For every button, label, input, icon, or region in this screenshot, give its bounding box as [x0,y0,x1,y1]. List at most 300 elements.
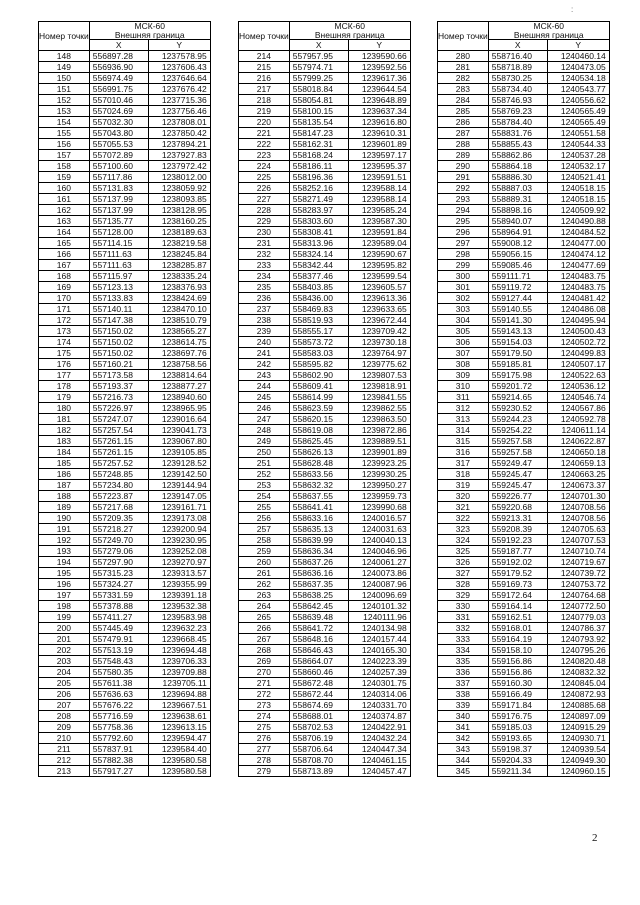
x-coordinate-cell: 558637.55 [289,491,348,502]
coordinate-system-header [488,22,609,40]
table-row [438,546,610,557]
y-coordinate-cell: 1240673.37 [547,480,609,491]
y-coordinate-cell: 1240845.04 [547,678,609,689]
x-coordinate-cell: 557297.90 [89,557,148,568]
table-row [239,216,411,227]
table-row [438,337,610,348]
y-coordinate-cell: 1239633.65 [348,304,410,315]
x-coordinate-cell: 557128.00 [89,227,148,238]
point-number-cell: 170 [39,293,90,304]
x-coordinate-cell: 557611.38 [89,678,148,689]
table-row [438,161,610,172]
point-number-cell: 257 [239,524,290,535]
x-coordinate-cell: 557999.25 [289,73,348,84]
y-header: Y [148,40,210,51]
point-number-cell: 264 [239,601,290,612]
table-row [39,205,211,216]
point-number-header: Номер точки [438,22,489,51]
point-number-cell: 171 [39,304,90,315]
x-coordinate-cell: 559185.03 [488,722,547,733]
point-number-cell: 312 [438,403,489,414]
x-coordinate-cell: 558609.41 [289,381,348,392]
table-row [438,491,610,502]
point-number-cell: 325 [438,546,489,557]
y-coordinate-cell: 1240101.32 [348,601,410,612]
y-coordinate-cell: 1239590.67 [348,249,410,260]
x-coordinate-cell: 558639.99 [289,535,348,546]
y-coordinate-cell: 1239313.57 [148,568,210,579]
table-row [239,700,411,711]
point-number-cell: 341 [438,722,489,733]
x-coordinate-cell: 558342.44 [289,260,348,271]
table-row [39,106,211,117]
table-row [39,513,211,524]
x-coordinate-cell: 559257.58 [488,436,547,447]
y-coordinate-cell: 1239694.88 [148,689,210,700]
table-row [438,139,610,150]
x-coordinate-cell: 557072.89 [89,150,148,161]
page-number: 2 [592,832,598,844]
y-coordinate-cell: 1240786.37 [547,623,609,634]
point-number-cell: 209 [39,722,90,733]
table-row [239,150,411,161]
table-row [39,315,211,326]
table-row [39,403,211,414]
table-row [39,524,211,535]
y-coordinate-cell: 1239709.42 [348,326,410,337]
point-number-cell: 148 [39,51,90,62]
y-coordinate-cell: 1239391.18 [148,590,210,601]
x-coordinate-cell: 558646.43 [289,645,348,656]
table-row [39,579,211,590]
point-number-cell: 153 [39,106,90,117]
y-coordinate-cell: 1239923.25 [348,458,410,469]
y-coordinate-cell: 1237808.01 [148,117,210,128]
y-coordinate-cell: 1239667.51 [148,700,210,711]
point-number-cell: 339 [438,700,489,711]
point-number-cell: 328 [438,579,489,590]
y-coordinate-cell: 1239589.04 [348,238,410,249]
table-row [239,722,411,733]
x-coordinate-cell: 559171.84 [488,700,547,711]
x-coordinate-cell: 558436.00 [289,293,348,304]
table-row [239,469,411,480]
point-number-cell: 210 [39,733,90,744]
x-coordinate-cell: 558271.49 [289,194,348,205]
x-header: X [89,40,148,51]
y-coordinate-cell: 1239580.58 [148,766,210,777]
x-coordinate-cell: 558147.23 [289,128,348,139]
table-row [239,293,411,304]
table-row [438,458,610,469]
x-coordinate-cell: 559162.51 [488,612,547,623]
y-coordinate-cell: 1240046.96 [348,546,410,557]
x-coordinate-cell: 558713.89 [289,766,348,777]
table-row [39,535,211,546]
point-number-cell: 267 [239,634,290,645]
table-row [438,128,610,139]
x-coordinate-cell: 558283.97 [289,205,348,216]
point-number-cell: 222 [239,139,290,150]
point-number-cell: 208 [39,711,90,722]
table-row [239,403,411,414]
table-row [39,128,211,139]
y-coordinate-cell: 1239959.73 [348,491,410,502]
table-row [438,95,610,106]
point-number-cell: 239 [239,326,290,337]
point-number-cell: 164 [39,227,90,238]
table-row [39,216,211,227]
point-number-cell: 335 [438,656,489,667]
table-row [438,106,610,117]
y-coordinate-cell: 1239668.45 [148,634,210,645]
x-coordinate-cell: 558964.91 [488,227,547,238]
table-row [438,216,610,227]
x-coordinate-cell: 557882.38 [89,755,148,766]
y-coordinate-cell: 1239230.95 [148,535,210,546]
table-row [239,161,411,172]
y-coordinate-cell: 1240705.63 [547,524,609,535]
table-row [39,414,211,425]
x-coordinate-cell: 558708.70 [289,755,348,766]
x-coordinate-cell: 556974.49 [89,73,148,84]
point-number-cell: 225 [239,172,290,183]
point-number-cell: 177 [39,370,90,381]
x-coordinate-cell: 559192.02 [488,557,547,568]
y-coordinate-cell: 1239644.54 [348,84,410,95]
x-coordinate-cell: 557716.59 [89,711,148,722]
table-row [438,469,610,480]
x-coordinate-cell: 557223.87 [89,491,148,502]
point-number-cell: 314 [438,425,489,436]
point-number-cell: 169 [39,282,90,293]
table-row [39,271,211,282]
y-coordinate-cell: 1238128.95 [148,205,210,216]
x-coordinate-cell: 557315.23 [89,568,148,579]
x-coordinate-cell: 557216.73 [89,392,148,403]
x-coordinate-cell: 558734.40 [488,84,547,95]
x-coordinate-cell: 559156.86 [488,667,547,678]
point-number-cell: 252 [239,469,290,480]
y-coordinate-cell: 1239901.89 [348,447,410,458]
table-row [239,139,411,150]
y-coordinate-cell: 1240764.68 [547,590,609,601]
point-number-cell: 288 [438,139,489,150]
x-coordinate-cell: 556936.90 [89,62,148,73]
x-coordinate-cell: 558633.16 [289,513,348,524]
y-coordinate-cell: 1240507.17 [547,359,609,370]
y-coordinate-cell: 1240490.88 [547,216,609,227]
point-number-cell: 230 [239,227,290,238]
x-coordinate-cell: 558469.83 [289,304,348,315]
x-coordinate-cell: 557100.60 [89,161,148,172]
y-header: Y [547,40,609,51]
x-coordinate-cell: 558746.93 [488,95,547,106]
point-number-cell: 242 [239,359,290,370]
point-number-cell: 307 [438,348,489,359]
x-coordinate-cell: 558635.13 [289,524,348,535]
table-row [39,700,211,711]
point-number-cell: 329 [438,590,489,601]
x-coordinate-cell: 558595.82 [289,359,348,370]
point-number-cell: 221 [239,128,290,139]
point-number-cell: 182 [39,425,90,436]
point-number-cell: 270 [239,667,290,678]
x-coordinate-cell: 559172.64 [488,590,547,601]
point-number-cell: 217 [239,84,290,95]
table-row [39,326,211,337]
x-coordinate-cell: 557411.27 [89,612,148,623]
x-coordinate-cell: 559141.30 [488,315,547,326]
point-number-cell: 330 [438,601,489,612]
x-coordinate-cell: 558625.45 [289,436,348,447]
y-coordinate-cell: 1237894.21 [148,139,210,150]
y-coordinate-cell: 1239142.50 [148,469,210,480]
y-coordinate-cell: 1239841.55 [348,392,410,403]
point-number-cell: 251 [239,458,290,469]
point-number-cell: 311 [438,392,489,403]
x-coordinate-cell: 559214.65 [488,392,547,403]
x-coordinate-cell: 559164.14 [488,601,547,612]
table-row [438,579,610,590]
table-row [39,425,211,436]
y-coordinate-cell: 1239591.51 [348,172,410,183]
y-coordinate-cell: 1237578.95 [148,51,210,62]
point-number-cell: 245 [239,392,290,403]
y-coordinate-cell: 1240622.87 [547,436,609,447]
point-number-cell: 163 [39,216,90,227]
point-number-header: Номер точки [39,22,90,51]
corner-mark: : [571,5,574,14]
table-row [39,348,211,359]
point-number-cell: 189 [39,502,90,513]
table-row [39,392,211,403]
x-coordinate-cell: 558660.46 [289,667,348,678]
point-number-cell: 235 [239,282,290,293]
y-coordinate-cell: 1240257.39 [348,667,410,678]
y-coordinate-cell: 1240481.42 [547,293,609,304]
table-row [438,689,610,700]
table-row [239,524,411,535]
y-coordinate-cell: 1240483.75 [547,282,609,293]
table-row [438,480,610,491]
y-coordinate-cell: 1240495.94 [547,315,609,326]
x-coordinate-cell: 558583.03 [289,348,348,359]
y-coordinate-cell: 1240031.63 [348,524,410,535]
x-coordinate-cell: 557257.54 [89,425,148,436]
y-coordinate-cell: 1239613.15 [148,722,210,733]
point-number-cell: 294 [438,205,489,216]
y-coordinate-cell: 1240460.14 [547,51,609,62]
point-number-cell: 174 [39,337,90,348]
x-coordinate-cell: 557117.86 [89,172,148,183]
table-row [239,359,411,370]
table-row [438,194,610,205]
point-number-cell: 253 [239,480,290,491]
point-number-cell: 195 [39,568,90,579]
point-number-cell: 223 [239,150,290,161]
table-row [39,601,211,612]
x-coordinate-cell: 559244.23 [488,414,547,425]
y-coordinate-cell: 1240499.83 [547,348,609,359]
y-coordinate-cell: 1240659.13 [547,458,609,469]
point-number-cell: 200 [39,623,90,634]
x-coordinate-cell: 558633.56 [289,469,348,480]
x-coordinate-cell: 558855.43 [488,139,547,150]
point-number-cell: 326 [438,557,489,568]
x-coordinate-cell: 559193.65 [488,733,547,744]
point-number-cell: 275 [239,722,290,733]
y-coordinate-cell: 1240111.96 [348,612,410,623]
x-coordinate-cell: 558702.53 [289,722,348,733]
y-coordinate-cell: 1240331.70 [348,700,410,711]
boundary-name: Внешняя граница [513,29,584,40]
table-row [438,293,610,304]
x-coordinate-cell: 559245.47 [488,480,547,491]
y-coordinate-cell: 1240474.12 [547,249,609,260]
x-coordinate-cell: 558303.60 [289,216,348,227]
table-row [39,161,211,172]
table-row [239,744,411,755]
point-number-cell: 278 [239,755,290,766]
point-number-cell: 301 [438,282,489,293]
x-coordinate-cell: 559208.39 [488,524,547,535]
table-row [239,227,411,238]
y-coordinate-cell: 1239930.25 [348,469,410,480]
y-coordinate-cell: 1240500.43 [547,326,609,337]
table-row [438,436,610,447]
table-row [438,645,610,656]
x-coordinate-cell: 557636.63 [89,689,148,700]
y-coordinate-cell: 1238285.87 [148,260,210,271]
point-number-cell: 334 [438,645,489,656]
table-row [438,513,610,524]
y-coordinate-cell: 1240795.26 [547,645,609,656]
y-coordinate-cell: 1239595.82 [348,260,410,271]
table-row [239,392,411,403]
table-row [39,249,211,260]
point-number-cell: 215 [239,62,290,73]
x-coordinate-cell: 558619.08 [289,425,348,436]
point-number-cell: 167 [39,260,90,271]
x-coordinate-cell: 558706.64 [289,744,348,755]
x-coordinate-cell: 557248.85 [89,469,148,480]
y-coordinate-cell: 1240016.57 [348,513,410,524]
x-coordinate-cell: 559226.77 [488,491,547,502]
table-row [39,381,211,392]
x-coordinate-cell: 557249.70 [89,535,148,546]
x-coordinate-cell: 557131.83 [89,183,148,194]
point-number-cell: 333 [438,634,489,645]
table-row [239,458,411,469]
table-row [438,370,610,381]
table-row [39,458,211,469]
coordinates-table-1 [38,21,211,777]
y-coordinate-cell: 1239588.14 [348,183,410,194]
boundary-name: Внешняя граница [114,29,185,40]
y-coordinate-cell: 1240374.87 [348,711,410,722]
point-number-cell: 255 [239,502,290,513]
x-coordinate-cell: 557957.95 [289,51,348,62]
table-row [39,183,211,194]
table-row [39,744,211,755]
table-row [438,612,610,623]
point-number-cell: 220 [239,117,290,128]
table-row [239,480,411,491]
y-coordinate-cell: 1240565.49 [547,117,609,128]
x-coordinate-cell: 558940.07 [488,216,547,227]
point-number-cell: 336 [438,667,489,678]
y-coordinate-cell: 1239128.52 [148,458,210,469]
point-number-cell: 247 [239,414,290,425]
point-number-cell: 244 [239,381,290,392]
y-coordinate-cell: 1239648.89 [348,95,410,106]
table-row [438,414,610,425]
y-coordinate-cell: 1240663.25 [547,469,609,480]
point-number-cell: 283 [438,84,489,95]
table-row [39,612,211,623]
x-coordinate-cell: 558887.03 [488,183,547,194]
x-coordinate-cell: 557279.06 [89,546,148,557]
point-number-cell: 306 [438,337,489,348]
point-number-cell: 344 [438,755,489,766]
table-row [39,84,211,95]
table-row [239,656,411,667]
table-row [39,546,211,557]
x-coordinate-cell: 557324.27 [89,579,148,590]
y-coordinate-cell: 1240301.75 [348,678,410,689]
point-number-cell: 269 [239,656,290,667]
table-row [39,568,211,579]
x-coordinate-cell: 559143.13 [488,326,547,337]
y-coordinate-cell: 1240650.18 [547,447,609,458]
point-number-cell: 243 [239,370,290,381]
y-coordinate-cell: 1238189.63 [148,227,210,238]
x-coordinate-cell: 559158.10 [488,645,547,656]
point-number-cell: 231 [239,238,290,249]
system-name: МСК-60 [533,21,564,31]
point-number-cell: 152 [39,95,90,106]
y-coordinate-cell: 1238877.27 [148,381,210,392]
point-number-cell: 183 [39,436,90,447]
point-number-cell: 263 [239,590,290,601]
point-number-cell: 338 [438,689,489,700]
table-row [239,84,411,95]
table-row [438,359,610,370]
x-coordinate-cell: 559168.01 [488,623,547,634]
point-number-cell: 214 [239,51,290,62]
y-coordinate-cell: 1237715.36 [148,95,210,106]
table-row [438,502,610,513]
x-coordinate-cell: 558628.48 [289,458,348,469]
y-coordinate-cell: 1238059.92 [148,183,210,194]
y-coordinate-cell: 1240772.50 [547,601,609,612]
table-row [239,370,411,381]
point-number-cell: 197 [39,590,90,601]
y-coordinate-cell: 1240543.77 [547,84,609,95]
point-number-cell: 343 [438,744,489,755]
table-row [438,623,610,634]
x-coordinate-cell: 557123.13 [89,282,148,293]
table-row [39,337,211,348]
y-coordinate-cell: 1240565.49 [547,106,609,117]
x-coordinate-cell: 558784.40 [488,117,547,128]
y-coordinate-cell: 1240040.13 [348,535,410,546]
y-coordinate-cell: 1239597.17 [348,150,410,161]
x-coordinate-cell: 559245.47 [488,469,547,480]
table-row [39,722,211,733]
point-number-cell: 256 [239,513,290,524]
